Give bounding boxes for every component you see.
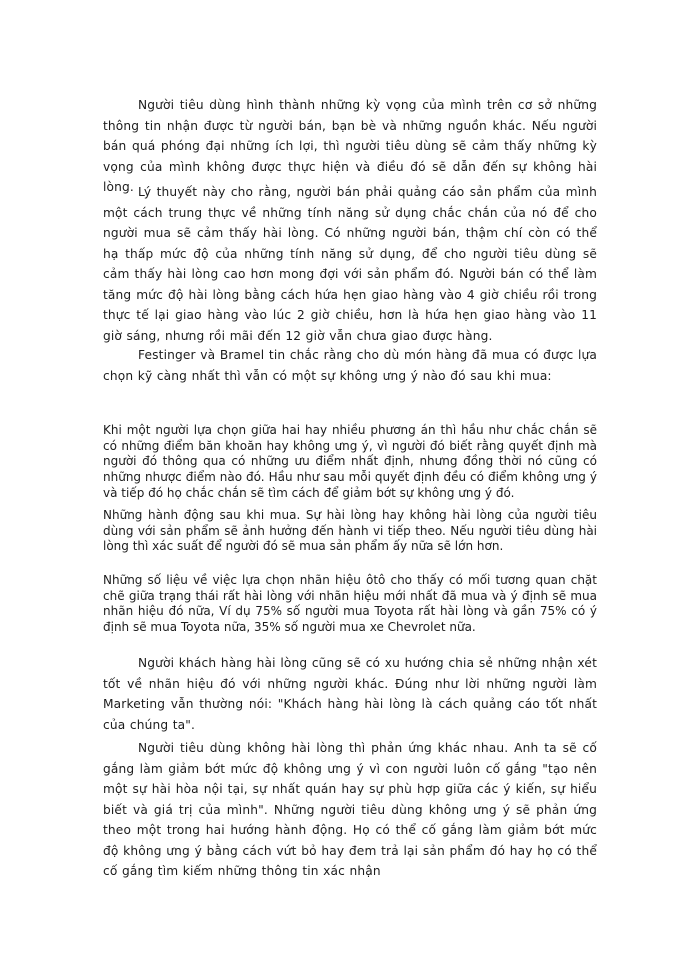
quote-choice-dissonance: Khi một người lựa chọn giữa hai hay nhiều phương án thì hầu như chắc chắn sẽ có những điểm băn khoăn hay không ưng ý, vì người đó biết rằng quyết định mà người đó thông qua có những ưu điểm nhất định, nhưng đồng thời nó cũng có những nhược điểm nào đó. Hầu như sau mỗi quyết định đều có điểm không ưng ý và tiếp đó họ chắc chắn sẽ tìm cách để giảm bớt sự không ưng ý đó. [103, 423, 597, 500]
paragraph-festinger-bramel: Festinger và Bramel tin chắc rằng cho dù món hàng đã mua có được lựa chọn kỹ càng nhất thì vẫn có một sự không ưng ý nào đó sau khi mua: [103, 348, 597, 383]
quote-post-purchase-actions: Những hành động sau khi mua. Sự hài lòng hay không hài lòng của người tiêu dùng với sản phẩm sẽ ảnh hưởng đến hành vi tiếp theo. Nếu người tiêu dùng hài lòng thì xác suất để người đó sẽ mua sản phẩm ấy nữa sẽ lớn hơn. [103, 508, 597, 554]
quote-car-brand-data: Những số liệu về việc lựa chọn nhãn hiệu ôtô cho thấy có mối tương quan chặt chẽ giữa trạng thái rất hài lòng với nhãn hiệu mới nhất đã mua và ý định sẽ mua nhãn hiệu đó nữa, Ví dụ 75% số người mua Toyota rất hài lòng và gần 75% có ý định sẽ mua Toyota nữa, 35% số người mua xe Chevrolet nữa. [103, 573, 597, 635]
paragraph-satisfied-customer: Người khách hàng hài lòng cũng sẽ có xu hướng chia sẻ những nhận xét tốt về nhãn hiệu đó với những người khác. Đúng như lời những người làm Marketing vẫn thường nói: "Khách hàng hài lòng là cách quảng cáo tốt nhất của chúng ta". [103, 656, 597, 732]
paragraph-dissatisfied-customer: Người tiêu dùng không hài lòng thì phản ứng khác nhau. Anh ta sẽ cố gắng làm giảm bớt mức độ không ưng ý vì con người luôn cố gắng "tạo nên một sự hài hòa nội tại, sự nhất quán hay sự phù hợp giữa các ý kiến, sự hiểu biết và giá trị của mình". Những người tiêu dùng không ưng ý sẽ phản ứng theo một trong hai hướng hành động. Họ có thể cố gắng làm giảm bớt mức độ không ưng ý bằng cách vứt bỏ hay đem trả lại sản phẩm đó hay họ có thể cố gắng tìm kiếm những thông tin xác nhận [103, 741, 597, 878]
paragraph-honest-advertising: Lý thuyết này cho rằng, người bán phải quảng cáo sản phẩm của mình một cách trung thực về những tính năng sử dụng chắc chắn của nó để cho người mua sẽ cảm thấy hài lòng. Có những người bán, thậm chí còn có thể hạ thấp mức độ của những tính năng sử dụng, để cho người tiêu dùng sẽ cảm thấy hài lòng cao hơn mong đợi với sản phẩm đó. Người bán có thể làm tăng mức độ hài lòng bằng cách hứa hẹn giao hàng vào 4 giờ chiều rồi trong thực tế lại giao hàng vào lúc 2 giờ chiều, hơn là hứa hẹn giao hàng vào 11 giờ sáng, nhưng rồi mãi đến 12 giờ vẫn chưa giao được hàng. [103, 185, 597, 343]
paragraph-expectations: Người tiêu dùng hình thành những kỳ vọng của mình trên cơ sở những thông tin nhận được từ người bán, bạn bè và những nguồn khác. Nếu người bán quá phóng đại những ích lợi, thì người tiêu dùng sẽ cảm thấy những kỳ vọng của mình không được thực hiện và điều đó sẽ dẫn đến sự không hài lòng. [103, 98, 597, 194]
